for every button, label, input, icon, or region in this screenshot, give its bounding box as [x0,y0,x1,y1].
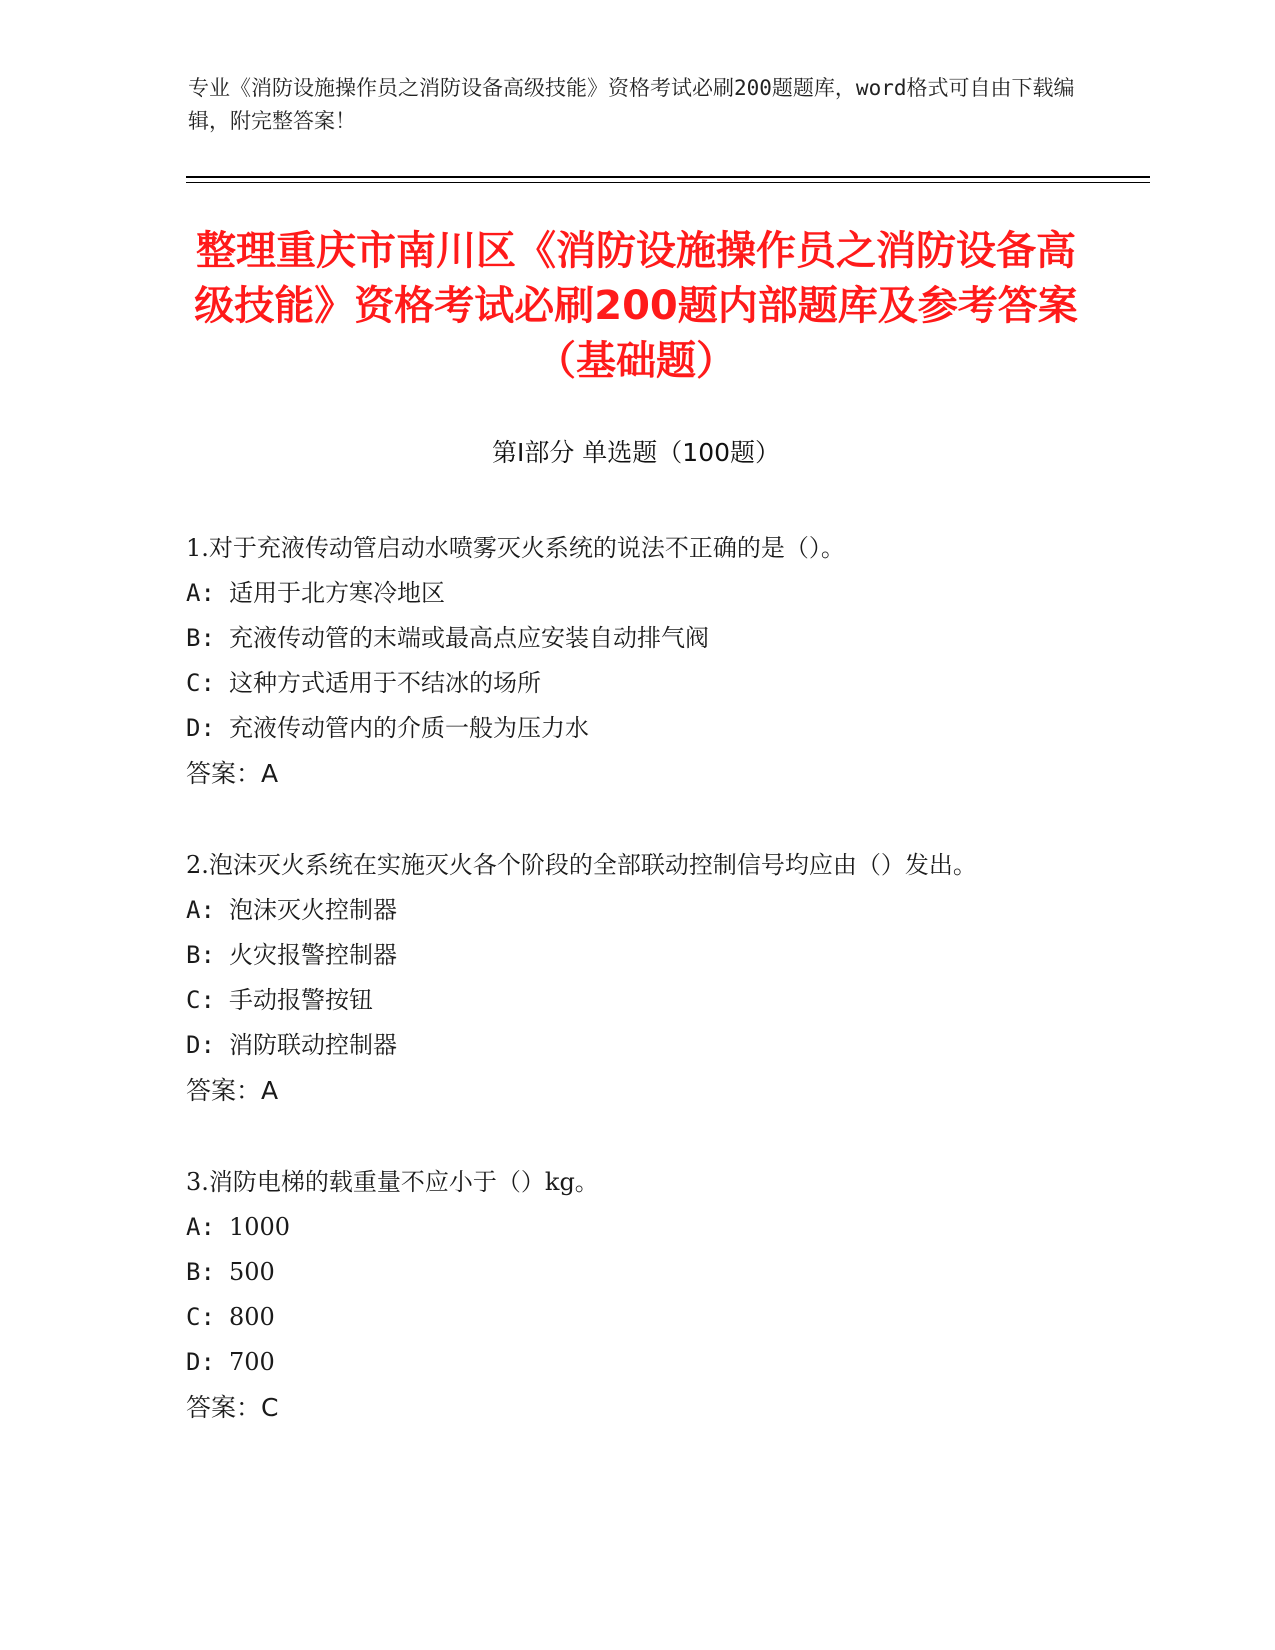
answer-line: 答案：A [186,759,279,788]
option-letter: D: [186,714,215,742]
option-letter: D: [186,1031,215,1059]
option-c [186,661,1066,706]
option-text: 消防联动控制器 [229,1031,397,1059]
option-text: 1000 [229,1213,291,1241]
header-divider-thin [186,182,1150,183]
question-item [186,525,1066,796]
answer-line: 答案：C [186,1393,279,1422]
section-heading: 第Ⅰ部分 单选题（100题） [491,438,781,467]
option-letter: B: [186,1258,215,1286]
option-letter: C: [186,986,215,1014]
option-text: 充液传动管内的介质一般为压力水 [229,714,589,742]
option-text: 手动报警按钮 [229,986,373,1014]
option-text: 适用于北方寒冷地区 [229,579,445,607]
document-title: 整理重庆市南川区《消防设施操作员之消防设备高级技能》资格考试必刷200题内部题库及参考答案（基础题） [194,228,1078,384]
option-a [186,1205,1066,1250]
option-b [186,1250,1066,1295]
option-c [186,978,1066,1023]
option-letter: C: [186,669,215,697]
option-text: 火灾报警控制器 [229,941,397,969]
option-d [186,1340,1066,1385]
option-d [186,706,1066,751]
option-text: 充液传动管的末端或最高点应安装自动排气阀 [229,624,709,652]
option-a [186,888,1066,933]
option-text: 700 [229,1348,275,1376]
option-b [186,616,1066,661]
option-c [186,1295,1066,1340]
option-d [186,1023,1066,1068]
option-text: 泡沫灭火控制器 [229,896,397,924]
question-stem: 3.消防电梯的载重量不应小于（）kg。 [186,1168,599,1196]
option-letter: B: [186,941,215,969]
header-divider [186,176,1150,178]
option-letter: C: [186,1303,215,1331]
option-text: 500 [229,1258,275,1286]
option-text: 800 [229,1303,275,1331]
answer-line: 答案：A [186,1076,279,1105]
header-note: 专业《消防设施操作员之消防设备高级技能》资格考试必刷200题题库，word格式可自由下载编辑，附完整答案！ [188,76,1075,133]
option-letter: A: [186,896,215,924]
option-text: 这种方式适用于不结冰的场所 [229,669,541,697]
question-item [186,1159,1066,1430]
option-letter: D: [186,1348,215,1376]
question-stem: 1.对于充液传动管启动水喷雾灭火系统的说法不正确的是（）。 [186,534,845,562]
option-b [186,933,1066,978]
option-letter: A: [186,1213,215,1241]
question-list [186,525,1066,1476]
question-item [186,842,1066,1113]
question-stem: 2.泡沫灭火系统在实施灭火各个阶段的全部联动控制信号均应由（）发出。 [186,851,977,879]
option-letter: A: [186,579,215,607]
option-a [186,571,1066,616]
option-letter: B: [186,624,215,652]
